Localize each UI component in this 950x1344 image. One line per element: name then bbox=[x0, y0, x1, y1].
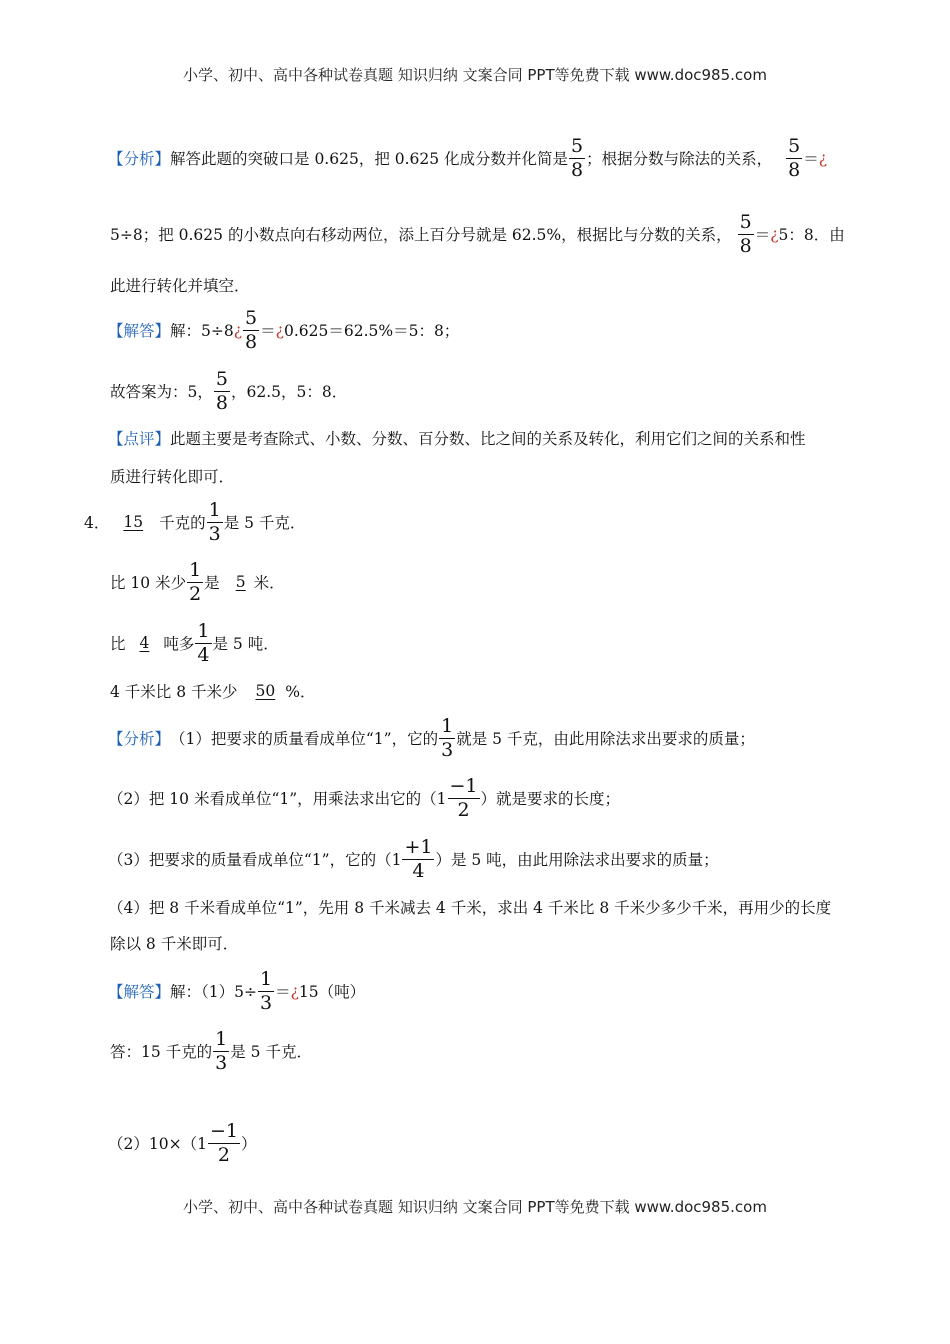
text: ）是 5 吨，由此用除法求出要求的质量； bbox=[435, 851, 719, 869]
text: （2）10×（1 bbox=[108, 1135, 207, 1153]
comment-tag: 【点评】 bbox=[108, 430, 171, 448]
text: 质进行转化即可． bbox=[110, 468, 235, 486]
text: 是 5 吨． bbox=[212, 635, 279, 653]
analysis-line-3 bbox=[110, 268, 250, 302]
answer-line bbox=[108, 306, 460, 353]
equals: ＝ bbox=[260, 322, 276, 340]
fraction: $\frac{1}{2}$ bbox=[189, 558, 202, 605]
problem-4-line-1 bbox=[84, 498, 306, 545]
text: 0.625＝62.5%＝5：8； bbox=[283, 322, 460, 340]
problem-number: 4． bbox=[84, 514, 110, 532]
answer-blank: 4 bbox=[139, 634, 150, 652]
text: 15（吨） bbox=[298, 983, 366, 1001]
text: 千克的 bbox=[159, 514, 206, 532]
p4-answer-2 bbox=[110, 1027, 312, 1074]
garbled-char: ¿ bbox=[290, 982, 299, 1000]
text: 解：5÷8 bbox=[170, 322, 234, 340]
problem-4-line-4 bbox=[110, 674, 315, 708]
text: 米． bbox=[253, 574, 285, 592]
text: （4）把 8 千米看成单位“1”，先用 8 千米减去 4 千米，求出 4 千米比 8 千米少多少千米，再用少的长度 bbox=[108, 899, 832, 917]
analysis-tag: 【分析】 bbox=[108, 150, 171, 168]
text: 吨多 bbox=[163, 635, 195, 653]
answer-blank: 15 bbox=[123, 513, 144, 531]
final-answer-line bbox=[110, 367, 348, 414]
analysis-line-1 bbox=[108, 134, 828, 181]
analysis-tag: 【分析】 bbox=[108, 730, 171, 748]
text: 解答此题的突破口是 0.625，把 0.625 化成分数并化简是 bbox=[170, 150, 569, 168]
fraction: $\frac{5}{8}$ bbox=[245, 306, 258, 353]
text: 解：（1）5÷ bbox=[170, 983, 257, 1001]
fraction: $\frac{+1}{4}$ bbox=[404, 835, 433, 882]
text: 比 10 米少 bbox=[110, 574, 187, 592]
answer-tag: 【解答】 bbox=[108, 322, 171, 340]
p4-analysis-2 bbox=[108, 774, 621, 821]
comment-line-2 bbox=[110, 459, 234, 493]
answer-blank: 5 bbox=[235, 573, 246, 591]
text: 此进行转化并填空． bbox=[110, 277, 250, 295]
fraction: $\frac{-1}{2}$ bbox=[449, 774, 478, 821]
fraction: $\frac{1}{3}$ bbox=[208, 498, 221, 545]
text: 故答案为：5， bbox=[110, 383, 213, 401]
equals: ＝ bbox=[754, 226, 771, 244]
p4-analysis-3 bbox=[108, 835, 719, 882]
text: %． bbox=[285, 683, 316, 701]
answer-blank: 50 bbox=[255, 682, 276, 700]
comment-line-1 bbox=[108, 421, 806, 455]
p4-analysis-5 bbox=[110, 926, 238, 960]
fraction: $\frac{-1}{2}$ bbox=[209, 1119, 238, 1166]
fraction: $\frac{5}{8}$ bbox=[571, 134, 584, 181]
text: ）就是要求的长度； bbox=[480, 790, 621, 808]
equals: ＝ bbox=[803, 150, 819, 168]
text: 此题主要是考查除式、小数、分数、百分数、比之间的关系及转化，利用它们之间的关系和性 bbox=[170, 430, 806, 448]
text: （1）把要求的质量看成单位“1”，它的 bbox=[170, 730, 439, 748]
p4-answer-1 bbox=[108, 967, 366, 1014]
text: 就是 5 千克，由此用除法求出要求的质量； bbox=[456, 730, 755, 748]
analysis-line-2 bbox=[110, 210, 845, 257]
text: 除以 8 千米即可． bbox=[110, 935, 239, 953]
text: 5÷8；把 0.625 的小数点向右移动两位，添上百分号就是 62.5%，根据比与分数的关系， bbox=[110, 226, 732, 244]
fraction: $\frac{1}{3}$ bbox=[259, 967, 273, 1014]
text: 答：15 千克的 bbox=[110, 1043, 213, 1061]
fraction: $\frac{1}{3}$ bbox=[441, 714, 454, 761]
p4-analysis-1 bbox=[108, 714, 755, 761]
text: 5：8．由 bbox=[778, 226, 845, 244]
garbled-char: ¿ bbox=[275, 321, 284, 339]
page-footer: 小学、初中、高中各种试卷真题 知识归纳 文案合同 PPT等免费下载 www.doc985.com bbox=[183, 1198, 767, 1216]
text: ） bbox=[240, 1135, 257, 1153]
text: 是 5 千克． bbox=[230, 1043, 312, 1061]
answer-tag: 【解答】 bbox=[108, 983, 171, 1001]
p4-analysis-4 bbox=[108, 890, 831, 924]
page-header: 小学、初中、高中各种试卷真题 知识归纳 文案合同 PPT等免费下载 www.doc985.com bbox=[183, 66, 767, 84]
garbled-char: ¿ bbox=[233, 321, 243, 339]
text: （3）把要求的质量看成单位“1”，它的（1 bbox=[108, 851, 402, 869]
text: 4 千米比 8 千米少 bbox=[110, 683, 238, 701]
p4-answer-3 bbox=[108, 1119, 257, 1166]
text: 是 bbox=[204, 574, 220, 592]
problem-4-line-3 bbox=[110, 619, 279, 666]
fraction: $\frac{1}{3}$ bbox=[215, 1027, 228, 1074]
garbled-char: ¿ bbox=[818, 149, 828, 167]
fraction: $\frac{5}{8}$ bbox=[739, 210, 752, 257]
text: ，62.5，5：8． bbox=[230, 383, 348, 401]
text: ；根据分数与除法的关系， bbox=[586, 150, 773, 168]
fraction: $\frac{5}{8}$ bbox=[788, 134, 801, 181]
text: （2）把 10 米看成单位“1”，用乘法求出它的（1 bbox=[108, 790, 447, 808]
garbled-char: ¿ bbox=[770, 225, 779, 243]
text: 比 bbox=[110, 635, 126, 653]
text: 是 5 千克． bbox=[223, 514, 306, 532]
problem-4-line-2 bbox=[110, 558, 285, 605]
fraction: $\frac{1}{4}$ bbox=[197, 619, 210, 666]
equals: ＝ bbox=[275, 983, 291, 1001]
fraction: $\frac{5}{8}$ bbox=[215, 367, 228, 414]
